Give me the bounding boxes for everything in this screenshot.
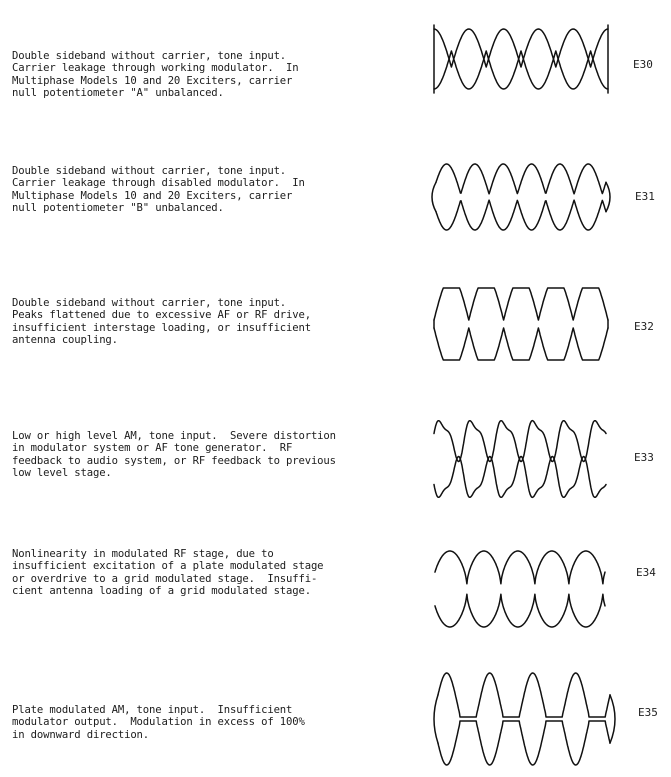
e30-envelope-top	[434, 29, 608, 67]
e31-envelope-bottom	[436, 200, 606, 230]
e33-envelope-bottom	[434, 457, 606, 498]
e34-envelope-top	[435, 551, 605, 584]
entry-e30-description: Double sideband without carrier, tone input. Carrier leakage through working modulator. In Multiphase Models 10 and 20 Exciters, carrier null potentiometer "A" unbalanced.	[12, 50, 299, 100]
waveform-e32-figure	[426, 283, 616, 365]
entry-e34-description: Nonlinearity in modulated RF stage, due to insufficient excitation of a plate modulated stage or overdrive to a grid modulated stage. Insuffi- cient antenna loading of a grid modulated stage.	[12, 548, 324, 598]
e33-envelope-top	[434, 421, 606, 462]
e32-envelope-top	[434, 288, 608, 320]
entry-e31-description: Double sideband without carrier, tone input. Carrier leakage through disabled modulator. In Multiphase Models 10 and 20 Exciters, carrier null potentiometer "B" unbalanced.	[12, 165, 305, 215]
waveform-e30-figure	[426, 18, 616, 100]
figure-label-e33: E33	[634, 451, 654, 464]
waveform-e33-figure	[428, 410, 618, 510]
e35-right-edge	[610, 695, 615, 743]
figure-label-e35: E35	[638, 706, 658, 719]
e31-envelope-top	[436, 164, 606, 194]
e35-envelope-top	[438, 673, 610, 717]
e32-envelope-bottom	[434, 328, 608, 360]
entry-e35-description: Plate modulated AM, tone input. Insufficient modulator output. Modulation in excess of 100% in downward direction.	[12, 704, 305, 741]
figure-label-e30: E30	[633, 58, 653, 71]
e30-envelope-bottom	[434, 51, 608, 89]
entry-e32-description: Double sideband without carrier, tone input. Peaks flattened due to excessive AF or RF drive, insufficient interstage loading, or insufficient antenna coupling.	[12, 297, 311, 347]
figure-label-e31: E31	[635, 190, 655, 203]
e34-envelope-bottom	[435, 594, 605, 627]
figure-label-e34: E34	[636, 566, 656, 579]
waveform-e31-figure	[426, 148, 616, 246]
e35-envelope-bottom	[438, 721, 610, 765]
e35-left-edge	[434, 695, 438, 743]
e31-right-edge	[606, 182, 610, 211]
waveform-e35-figure	[426, 667, 626, 771]
waveform-e34-figure	[429, 541, 619, 637]
figure-label-e32: E32	[634, 320, 654, 333]
e31-left-edge	[432, 182, 436, 211]
entry-e33-description: Low or high level AM, tone input. Severe distortion in modulator system or AF tone generator. RF feedback to audio system, or RF feedback to previous low level stage.	[12, 430, 336, 480]
